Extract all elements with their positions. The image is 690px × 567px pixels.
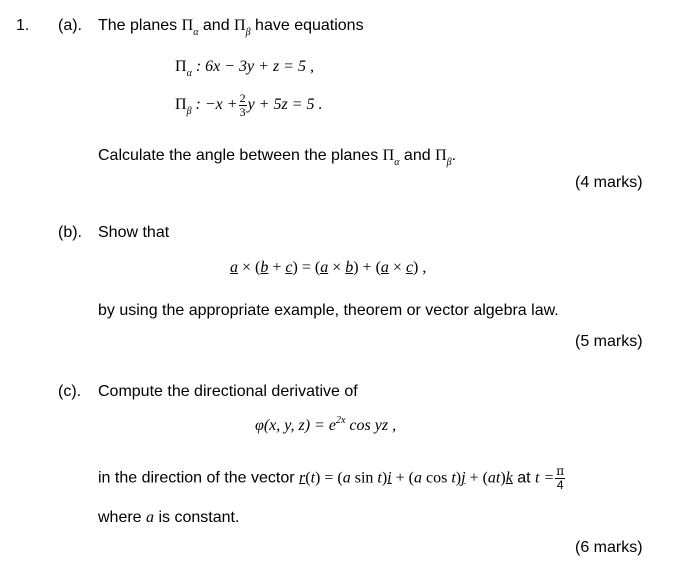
plane-beta-symbol: $\Pi_\beta$ — [234, 17, 251, 38]
part-b-marks: (5 marks) — [575, 333, 643, 350]
part-a-intro — [98, 17, 364, 38]
part-a-task: Calculate the angle between the planes $\Pi_\alpha$ and $\Pi_\beta$. — [98, 147, 457, 168]
part-c-intro: Compute the directional derivative of — [98, 383, 358, 400]
eq2-fraction: $\frac{2}{3}$ — [239, 91, 246, 119]
part-c-direction: in the direction of the vector r(t) = (a sin t)i + (a cos t)j + (at)k at t = $\frac{\pi}{4}$ — [98, 464, 565, 492]
plane-alpha-symbol: $\Pi_\alpha$ — [181, 17, 199, 38]
part-a-intro-text-3: have equations — [255, 17, 364, 34]
part-a-intro-text-2: and — [202, 17, 230, 34]
part-c-where: where a is constant. — [98, 509, 240, 526]
plane-alpha-equation: $\Pi_\alpha$ : 6x − 3y + z = 5 , — [175, 58, 314, 79]
phi-function: φ(x, y, $z) = e^{2x}$ cos yz , — [255, 415, 397, 434]
part-b-label: (b). — [58, 224, 82, 241]
part-b-task: by using the appropriate example, theorem or vector algebra law. — [98, 302, 559, 319]
part-a-intro-text-1: The planes — [98, 17, 178, 34]
vector-identity: a × (b + c) = (a × b) + (a × c) , — [230, 259, 427, 276]
part-a-label: (a). — [58, 17, 82, 34]
part-c-marks: (6 marks) — [575, 539, 643, 556]
direction-vector: r(t) = (a sin t)i + (a cos t)j + (at)k — [299, 469, 513, 487]
t-fraction: $\frac{\pi}{4}$ — [556, 464, 565, 492]
part-b-intro: Show that — [98, 224, 170, 241]
plane-beta-equation: $\Pi_\beta$ : −x + $\frac{2}{3}$ y + 5z = 5 . — [175, 91, 323, 119]
question-number: 1. — [16, 17, 30, 34]
part-a-marks: (4 marks) — [575, 174, 643, 191]
part-c-label: (c). — [58, 383, 82, 400]
